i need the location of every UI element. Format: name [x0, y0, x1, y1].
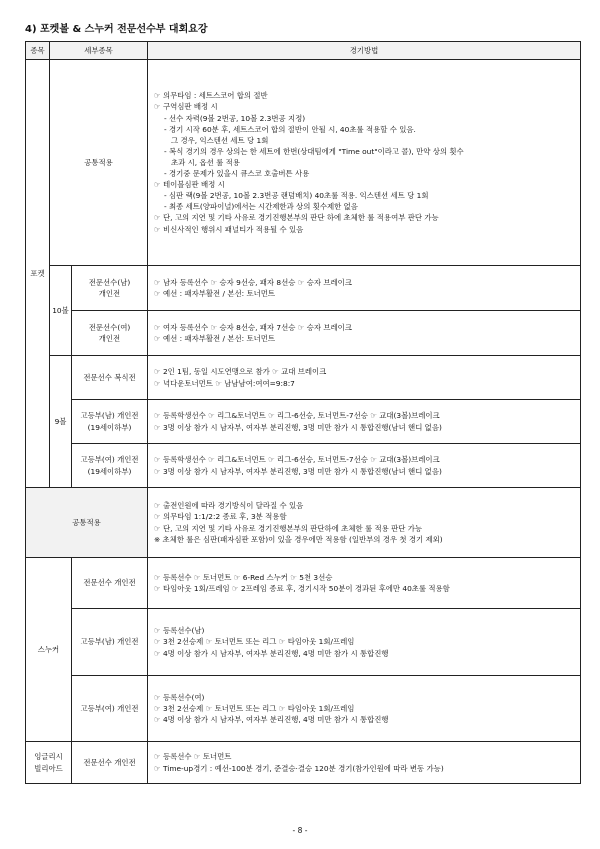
pocket-label: 포켓: [26, 60, 50, 488]
table-row: [26, 742, 581, 784]
table-row: [26, 676, 581, 742]
table-row: [26, 311, 581, 356]
ten-ball-women-label: 전문선수(여) 개인전: [72, 311, 148, 356]
table-row: [26, 60, 581, 266]
rule-line: ☞ 등록선수 ☞ 토너먼트 ☞ 6-Red 스누커 ☞ 5천 3선승: [154, 572, 333, 582]
ten-ball-men-label: 전문선수(남) 개인전: [72, 266, 148, 311]
snooker-hs-women-label: 고등부(여) 개인전: [72, 676, 148, 742]
table-row: [26, 488, 581, 558]
rule-line: ☞ 여자 등록선수 ☞ 승자 8선승, 패자 7선승 ☞ 승자 브레이크: [154, 322, 352, 332]
snooker-common-content: [148, 488, 581, 558]
english-pro-content: [148, 742, 581, 784]
rule-line: - 경기 시작 60분 후, 세트스코어 합의 절반이 안될 시, 40초룰 적용할 수 있음.: [164, 124, 416, 134]
header-event: 종목: [26, 42, 50, 60]
pocket-common-content: [148, 60, 581, 266]
rule-line: ☞ 3명 이상 참가 시 남자부, 여자부 분리진행, 3명 미만 참가 시 통합진행(남녀 핸디 없음): [154, 422, 442, 432]
snooker-hs-men-content: [148, 609, 581, 676]
page-number: - 8 -: [292, 826, 308, 835]
nine-ball-doubles-content: [148, 356, 581, 400]
rule-line: ☞ 3천 2선승제 ☞ 토너먼트 또는 리그 ☞ 타임아웃 1회/프레임: [154, 637, 355, 647]
snooker-hs-women-content: [148, 676, 581, 742]
table-row: [26, 609, 581, 676]
english-pro-label: 전문선수 개인전: [72, 742, 148, 784]
rule-line: ☞ 넉다운토너먼트 ☞ 남남남여:여여=9:8:7: [154, 378, 295, 388]
ten-ball-women-content: [148, 311, 581, 356]
rule-line: ☞ 구역심판 배정 시: [154, 102, 218, 112]
nine-ball-hs-women-label: 고등부(여) 개인전 (19세이하부): [72, 444, 148, 488]
rule-line: ☞ 등록선수 ☞ 토너먼트: [154, 752, 232, 762]
rule-line: 초과 시, 옵션 룰 적용: [171, 157, 240, 167]
rule-line: ☞ 예선 : 패자부활전 / 본선: 토너먼트: [154, 334, 276, 343]
english-billiards-label: 잉글리시 빌리아드: [26, 742, 72, 784]
rule-line: ☞ 비신사적인 행위시 패널티가 적용될 수 있음: [154, 224, 304, 234]
rule-line: ☞ 등록학생선수 ☞ 리그&토너먼트 ☞ 리그-6선승, 토너먼트-7선승 ☞ 교대(3볼)브레이크: [154, 411, 440, 421]
snooker-common-label: 공통적용: [26, 488, 148, 558]
header-method: 경기방법: [148, 42, 581, 60]
competition-rules-table: [25, 41, 581, 784]
table-header-row: [26, 42, 581, 60]
rule-line: ☞ 등록선수(남): [154, 626, 205, 636]
rule-line: ☞ 4명 이상 참가 시 남자부, 여자부 분리진행, 4명 미만 참가 시 통합진행: [154, 715, 389, 725]
snooker-hs-men-label: 고등부(남) 개인전: [72, 609, 148, 676]
rule-line: ☞ 출전인원에 따라 경기방식이 달라질 수 있음: [154, 501, 304, 511]
header-sub-event: 세부종목: [50, 42, 148, 60]
table-row: [26, 444, 581, 488]
rule-line: ☞ 단, 고의 지연 및 기타 사유로 경기진행본부의 판단 하에 초체한 룰 적용여부 판단 가능: [154, 213, 439, 223]
rule-line: ☞ 타임아웃 1회/프레임 ☞ 2프레임 종료 후, 경기시작 50분이 경과된 후에만 40초룰 적용함: [154, 584, 450, 593]
nine-ball-hs-men-label: 고등부(남) 개인전 (19세이하부): [72, 400, 148, 444]
table-row: [26, 558, 581, 609]
snooker-pro-label: 전문선수 개인전: [72, 558, 148, 609]
nine-ball-hs-men-content: [148, 400, 581, 444]
rule-line: - 심판 랙(9볼 2번공, 10볼 2.3번공 랜덤배치) 40초룰 적용. 익스텐션 세트 당 1회: [164, 191, 429, 201]
rule-line: ☞ 3명 이상 참가 시 남자부, 여자부 분리진행, 3명 미만 참가 시 통합진행(남녀 핸디 없음): [154, 466, 442, 476]
rule-line: ☞ 의무타임 1:1/2:2 종료 후, 3분 적용함: [154, 512, 287, 522]
rule-line: ☞ 예선 : 패자부활전 / 본선: 토너먼트: [154, 289, 276, 298]
rule-line: ※ 초체한 룰은 심판(패자심판 포함)이 있을 경우에만 적용함 (일반부의 경우 첫 경기 제외): [154, 534, 443, 544]
rule-line: ☞ 등록학생선수 ☞ 리그&토너먼트 ☞ 리그-6선승, 토너먼트-7선승 ☞ 교대(3볼)브레이크: [154, 455, 440, 465]
rule-line: ☞ 의무타임 : 세트스코어 합의 절반: [154, 91, 268, 101]
rule-line: ☞ 테이블심판 배정 시: [154, 180, 225, 190]
pocket-common-label: 공통적용: [50, 60, 148, 266]
rule-line: ☞ 2인 1팀, 동일 시도연맹으로 참가 ☞ 교대 브레이크: [154, 367, 327, 377]
rule-line: - 복식 경기의 경우 상의는 한 세트에 한번(상대팀에게 "Time out"이라고 콜), 만약 상의 횟수: [164, 146, 464, 156]
nine-ball-doubles-label: 전문선수 복식전: [72, 356, 148, 400]
table-row: [26, 266, 581, 311]
nine-ball-label: 9볼: [50, 356, 72, 488]
rule-line: - 최종 세트(양파이널)에서는 시간제한과 상의 횟수제한 없음: [164, 202, 358, 212]
nine-ball-hs-women-content: [148, 444, 581, 488]
rule-line: ☞ 4명 이상 참가 시 남자부, 여자부 분리진행, 4명 미만 참가 시 통합진행: [154, 648, 389, 658]
rule-line: ☞ Time-up경기 : 예선-100분 경기, 준결승·결승 120분 경기(참가인원에 따라 변동 가능): [154, 763, 444, 773]
ten-ball-men-content: [148, 266, 581, 311]
table-row: [26, 356, 581, 400]
rule-line: - 선수 자력(9볼 2번공, 10볼 2.3번공 지정): [164, 113, 306, 123]
snooker-label: 스누커: [26, 558, 72, 742]
rule-line: ☞ 남자 등록선수 ☞ 승자 9선승, 패자 8선승 ☞ 승자 브레이크: [154, 277, 352, 287]
rule-line: ☞ 단, 고의 지연 및 기타 사유로 경기진행본부의 판단하에 초체한 룰 적용 판단 가능: [154, 523, 422, 533]
rule-line: ☞ 등록선수(여): [154, 692, 205, 702]
rule-line: 그 경우, 익스텐션 세트 당 1회: [171, 135, 269, 145]
ten-ball-label: 10볼: [50, 266, 72, 356]
rule-line: - 경기중 문제가 있을시 큐스코 호출버튼 사용: [164, 169, 310, 179]
snooker-pro-content: [148, 558, 581, 609]
rule-line: ☞ 3천 2선승제 ☞ 토너먼트 또는 리그 ☞ 타임아웃 1회/프레임: [154, 703, 355, 713]
table-row: [26, 400, 581, 444]
section-title: 4) 포켓볼 & 스누커 전문선수부 대회요강: [25, 24, 208, 35]
